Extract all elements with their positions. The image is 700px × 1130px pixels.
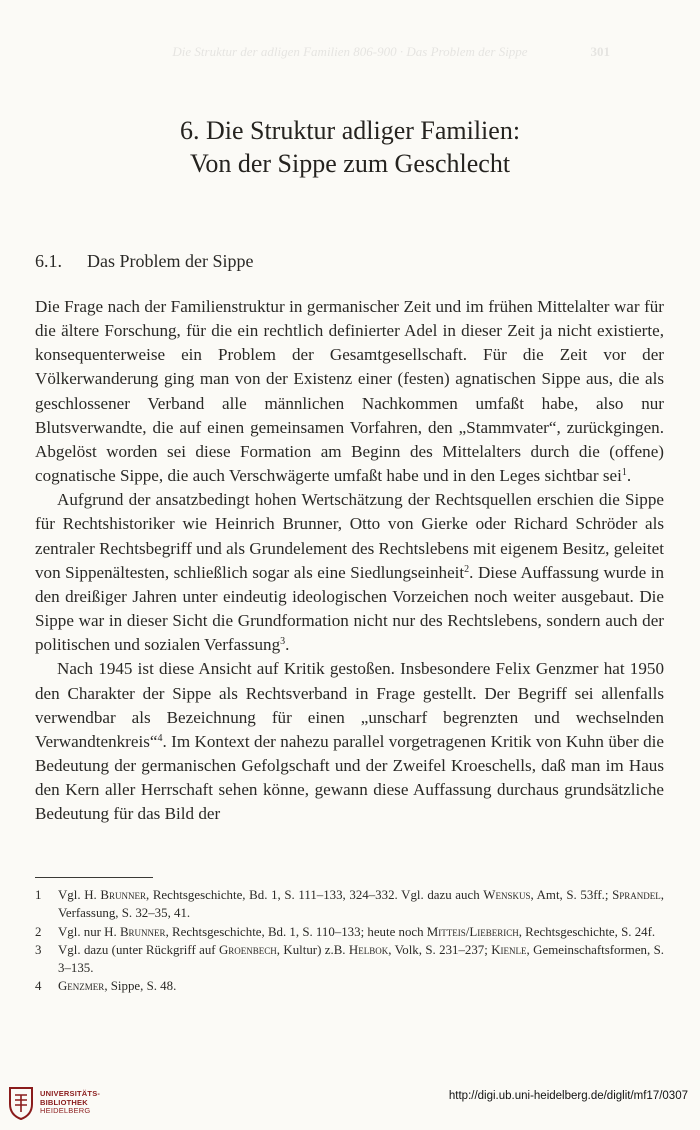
paragraph-3-text-b: . Im Kontext der nahezu parallel vorgetragenen Kritik von Kuhn über die Bedeutung der germanischen Gefolgschaft und der Zweifel Kroeschells, daß man im Haus den Kern aller Herrschaft sehen könne, gewann diese Auffassung durchaus grundsätzliche Bedeutung für das Bild der [35,731,664,824]
footnote-text-part: Vgl. H. [58,888,101,902]
footnote-text-part: , Kultur) z.B. [276,942,349,957]
footnote-text [58,923,664,941]
chapter-title-line-2: Von der Sippe zum Geschlecht [189,149,511,178]
footnote-text-part: , Rechtsgeschichte, S. 24f. [518,924,656,939]
footnote-author: Sprandel [612,888,661,902]
footnote-text-part: , Sippe, S. 48. [104,979,177,994]
section-number: 6.1. [35,251,62,271]
footnote-4 [35,977,664,995]
footnote-author: Brunner [100,888,146,902]
footnote-ref-1[interactable]: 1 [621,467,627,479]
library-name-line-2: BIBLIOTHEK [40,1097,88,1107]
footnote-divider [35,877,153,878]
running-head [0,44,700,64]
paragraph-2: Aufgrund der ansatzbedingt hohen Wertschätzung der Rechtsquellen erschien die Sippe für Rechtshistoriker wie Heinrich Brunner, Otto von Gierke oder Richard Schröder als zentraler Rechtsbegriff und als Grundelement des Rechtslebens mit eigenem Besitz, geleitet von Sippenältesten, schließlich sogar als eine Siedlungseinheit$^2$. Diese Auffassung wurde in den dreißiger Jahren unter eindeutig ideologischen Vorzeichen noch weiter ausgebaut. Die Sippe war in dieser Sicht die Grundformation nicht nur des Rechtslebens, sondern auch der politischen und sozialen Verfassung$^3$. [35,490,664,655]
library-name-line-1: UNIVERSITÄTS- [40,1088,101,1098]
footnote-text-part: , Gemeinschaftsformen, S. 3–135. [58,942,664,976]
paragraph-3-text-a: Nach 1945 ist diese Ansicht auf Kritik gestoßen. Insbesondere Felix Genzmer hat 1950 den Charakter der Sippe als Rechtsverband in Frage gestellt. Der Begriff sei allenfalls verwendbar als Bezeichnung für einen „unscharf begrenzten und wechselnden Verwandtenkreis“ [35,659,664,751]
section-title: Das Problem der Sippe [87,251,254,271]
footnotes [35,886,664,996]
footnote-number: 3 [35,942,42,957]
footnote-text [58,977,664,995]
footnote-text-part: , Rechtsgeschichte, Bd. 1, S. 110–133; heute noch [165,924,427,939]
footnote-author: Kienle [491,942,527,957]
footnote-1 [35,886,664,923]
paragraph-3 [35,657,664,826]
footnote-number: 4 [35,979,42,994]
library-name [40,1090,100,1116]
footnote-author: Groenbech [218,942,277,957]
footnote-author: Helbok [348,942,389,957]
footnote-author: Brunner [119,924,166,939]
footnote-text-part: , Volk, S. 231–237; [388,942,492,957]
footnote-text-part: , Rechtsgeschichte, Bd. 1, S. 111–133, 324–332. Vgl. dazu auch [145,888,484,902]
footnote-number: 2 [35,924,42,939]
chapter-title-line-1: 6. Die Struktur adliger Familien: [179,116,521,145]
footnote-text-part: , Verfassung, S. 32–35, 41. [58,888,664,921]
paragraph-2-text-b: . Diese Auffassung wurde in den dreißiger Jahren unter eindeutig ideologischen Vorzeichen noch weiter ausgebaut. Die Sippe war in dieser Sicht die Grundformation nicht nur des Rechtslebens, sondern auch der politischen und sozialen Verfassung [35,562,664,655]
footnote-text [58,941,664,978]
section-heading [35,251,253,272]
university-seal-icon [8,1086,34,1120]
library-logo[interactable] [8,1086,100,1120]
library-name-line-3: HEIDELBERG [40,1106,91,1116]
footnote-author: Genzmer [58,979,105,994]
page-number: 301 [590,44,610,59]
footnote-3 [35,941,664,978]
paragraph-1: Die Frage nach der Familienstruktur in germanischer Zeit und im frühen Mittelalter war für die ältere Forschung, für die ein rechtlich definierter Adel in dieser Zeit ja nicht existierte, konsequenterweise ein Problem der Gesamtgesellschaft. Für die Zeit vor der Völkerwanderung ging man von der Existenz einer (festen) agnatischen Sippe aus, die als geschlossener Verband alle männlichen Nachkommen umfaßt habe, also nur Blutsverwandte, die auf einen gemeinsamen Vorfahren, den „Stammvater“, zurückgingen. Abgelöst worden sei diese Formation am Beginn des Mittelalters durch die (offene) cognatische Sippe, die auch Verschwägerte umfaßt habe und in den Leges sichtbar sei$^1$. [35,297,664,486]
footnote-ref-2[interactable]: 2 [464,563,470,575]
chapter-title [0,114,700,180]
footnote-2 [35,923,664,941]
footnote-text-part: , Amt, S. 53ff.; [530,888,613,902]
footnote-author: Wenskus [483,888,531,902]
footnote-text [58,886,664,923]
body-text [35,295,664,826]
footnote-number: 1 [35,888,42,902]
running-head-text: Die Struktur der adligen Familien 806-900 · Das Problem der Sippe [172,44,528,59]
footnote-text-part: Vgl. dazu (unter Rückgriff auf [58,942,219,957]
paragraph-2-text-a: Aufgrund der ansatzbedingt hohen Wertschätzung der Rechtsquellen erschien die Sippe für Rechtshistoriker wie Heinrich Brunner, Otto von Gierke oder Richard Schröder als zentraler Rechtsbegriff und als Grundelement des Rechtslebens mit eigenem Besitz, geleitet von Sippenältesten, schließlich sogar als eine Siedlungseinheit [35,490,664,582]
footnote-author: Mitteis/Lieberich [426,924,519,939]
page-url-link[interactable]: http://digi.ub.uni-heidelberg.de/diglit/mf17/0307 [448,1090,688,1102]
footnote-ref-3[interactable]: 3 [280,636,286,648]
footnote-ref-4[interactable]: 4 [157,732,163,744]
footnote-text-part: Vgl. nur H. [58,924,120,939]
paragraph-1-text: Die Frage nach der Familienstruktur in germanischer Zeit und im frühen Mittelalter war für die ältere Forschung, für die ein rechtlich definierter Adel in dieser Zeit ja nicht existierte, konsequenterweise ein Problem der Gesamtgesellschaft. Für die Zeit vor der Völkerwanderung ging man von der Existenz einer (festen) agnatischen Sippe aus, die als geschlossener Verband alle männlichen Nachkommen umfaßt habe, also nur Blutsverwandte, die auf einen gemeinsamen Vorfahren, den „Stammvater“, zurückgingen. Abgelöst worden sei diese Formation am Beginn des Mittelalters durch die (offene) cognatische Sippe, die auch Verschwägerte umfaßt habe und in den Leges sichtbar sei [35,297,664,486]
